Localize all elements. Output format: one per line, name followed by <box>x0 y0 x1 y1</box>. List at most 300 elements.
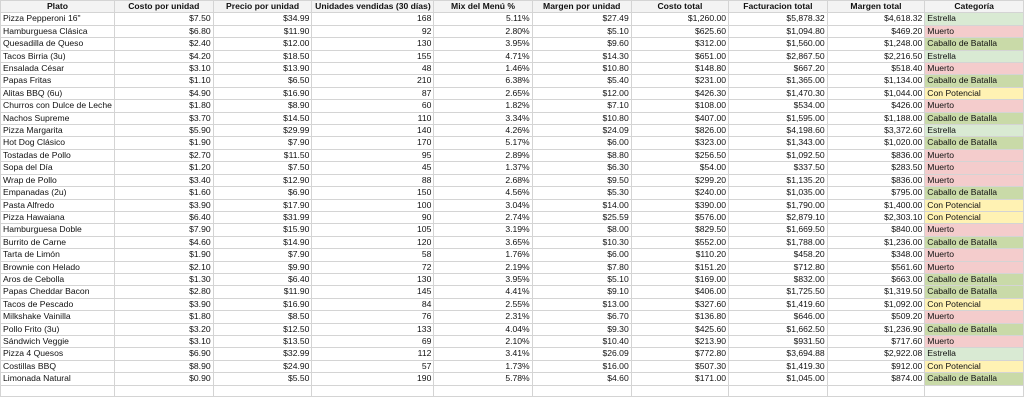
header-categoria[interactable]: Categoría <box>925 1 1024 13</box>
cell-plato[interactable]: Papas Cheddar Bacon <box>1 286 115 298</box>
cell-precio-unidad[interactable]: $6.50 <box>213 75 312 87</box>
cell-categoria[interactable]: Caballo de Batalla <box>925 137 1024 149</box>
cell-categoria[interactable]: Caballo de Batalla <box>925 286 1024 298</box>
cell-precio-unidad[interactable]: $6.40 <box>213 273 312 285</box>
cell-costo-unidad[interactable]: $1.90 <box>114 137 213 149</box>
cell-costo-total[interactable]: $312.00 <box>631 38 728 50</box>
cell-unidades-vendidas[interactable]: 76 <box>312 311 434 323</box>
cell-costo-total[interactable]: $240.00 <box>631 187 728 199</box>
cell-margen-unidad[interactable]: $25.59 <box>532 211 631 223</box>
cell-categoria[interactable]: Muerto <box>925 63 1024 75</box>
cell-plato[interactable]: Pizza Margarita <box>1 125 115 137</box>
cell-precio-unidad[interactable]: $14.50 <box>213 112 312 124</box>
empty-cell[interactable] <box>827 385 925 396</box>
cell-mix-menu[interactable]: 3.41% <box>434 348 532 360</box>
cell-mix-menu[interactable]: 6.38% <box>434 75 532 87</box>
cell-facturacion-total[interactable]: $1,790.00 <box>729 199 828 211</box>
cell-costo-total[interactable]: $323.00 <box>631 137 728 149</box>
cell-plato[interactable]: Pizza Hawaiana <box>1 211 115 223</box>
cell-mix-menu[interactable]: 2.10% <box>434 335 532 347</box>
cell-categoria[interactable]: Con Potencial <box>925 360 1024 372</box>
cell-plato[interactable]: Alitas BBQ (6u) <box>1 87 115 99</box>
cell-costo-total[interactable]: $829.50 <box>631 224 728 236</box>
cell-plato[interactable]: Pizza Pepperoni 16" <box>1 13 115 25</box>
cell-facturacion-total[interactable]: $1,662.50 <box>729 323 828 335</box>
cell-margen-total[interactable]: $518.40 <box>827 63 925 75</box>
cell-categoria[interactable]: Estrella <box>925 13 1024 25</box>
cell-unidades-vendidas[interactable]: 95 <box>312 149 434 161</box>
cell-plato[interactable]: Hamburguesa Doble <box>1 224 115 236</box>
cell-facturacion-total[interactable]: $712.80 <box>729 261 828 273</box>
cell-margen-total[interactable]: $795.00 <box>827 187 925 199</box>
cell-margen-total[interactable]: $426.00 <box>827 100 925 112</box>
cell-costo-total[interactable]: $651.00 <box>631 50 728 62</box>
cell-plato[interactable]: Burrito de Carne <box>1 236 115 248</box>
cell-plato[interactable]: Sándwich Veggie <box>1 335 115 347</box>
cell-precio-unidad[interactable]: $17.90 <box>213 199 312 211</box>
cell-costo-total[interactable]: $151.20 <box>631 261 728 273</box>
cell-categoria[interactable]: Estrella <box>925 348 1024 360</box>
cell-margen-unidad[interactable]: $6.00 <box>532 249 631 261</box>
cell-costo-total[interactable]: $54.00 <box>631 162 728 174</box>
cell-unidades-vendidas[interactable]: 140 <box>312 125 434 137</box>
cell-categoria[interactable]: Muerto <box>925 25 1024 37</box>
cell-costo-unidad[interactable]: $3.90 <box>114 199 213 211</box>
cell-precio-unidad[interactable]: $8.50 <box>213 311 312 323</box>
cell-mix-menu[interactable]: 1.37% <box>434 162 532 174</box>
cell-costo-unidad[interactable]: $2.40 <box>114 38 213 50</box>
cell-costo-unidad[interactable]: $1.90 <box>114 249 213 261</box>
cell-mix-menu[interactable]: 4.71% <box>434 50 532 62</box>
cell-costo-total[interactable]: $407.00 <box>631 112 728 124</box>
cell-margen-unidad[interactable]: $9.60 <box>532 38 631 50</box>
cell-precio-unidad[interactable]: $13.90 <box>213 63 312 75</box>
cell-margen-total[interactable]: $1,236.00 <box>827 236 925 248</box>
cell-unidades-vendidas[interactable]: 48 <box>312 63 434 75</box>
cell-categoria[interactable]: Muerto <box>925 149 1024 161</box>
cell-margen-unidad[interactable]: $8.00 <box>532 224 631 236</box>
cell-margen-unidad[interactable]: $5.10 <box>532 25 631 37</box>
cell-plato[interactable]: Tacos de Pescado <box>1 298 115 310</box>
cell-unidades-vendidas[interactable]: 92 <box>312 25 434 37</box>
cell-mix-menu[interactable]: 4.04% <box>434 323 532 335</box>
cell-unidades-vendidas[interactable]: 145 <box>312 286 434 298</box>
cell-margen-unidad[interactable]: $10.80 <box>532 63 631 75</box>
empty-cell[interactable] <box>213 385 312 396</box>
cell-unidades-vendidas[interactable]: 90 <box>312 211 434 223</box>
cell-costo-total[interactable]: $426.30 <box>631 87 728 99</box>
cell-plato[interactable]: Quesadilla de Queso <box>1 38 115 50</box>
cell-margen-total[interactable]: $469.20 <box>827 25 925 37</box>
cell-categoria[interactable]: Caballo de Batalla <box>925 373 1024 385</box>
cell-costo-unidad[interactable]: $2.10 <box>114 261 213 273</box>
cell-costo-total[interactable]: $169.00 <box>631 273 728 285</box>
cell-categoria[interactable]: Muerto <box>925 162 1024 174</box>
cell-costo-total[interactable]: $552.00 <box>631 236 728 248</box>
cell-mix-menu[interactable]: 5.17% <box>434 137 532 149</box>
cell-margen-unidad[interactable]: $13.00 <box>532 298 631 310</box>
cell-margen-unidad[interactable]: $24.09 <box>532 125 631 137</box>
cell-costo-total[interactable]: $1,260.00 <box>631 13 728 25</box>
cell-costo-unidad[interactable]: $4.60 <box>114 236 213 248</box>
cell-precio-unidad[interactable]: $12.90 <box>213 174 312 186</box>
cell-plato[interactable]: Wrap de Pollo <box>1 174 115 186</box>
cell-costo-unidad[interactable]: $3.70 <box>114 112 213 124</box>
cell-costo-unidad[interactable]: $2.70 <box>114 149 213 161</box>
cell-mix-menu[interactable]: 1.76% <box>434 249 532 261</box>
cell-mix-menu[interactable]: 2.31% <box>434 311 532 323</box>
cell-margen-total[interactable]: $1,020.00 <box>827 137 925 149</box>
empty-cell[interactable] <box>114 385 213 396</box>
cell-mix-menu[interactable]: 2.74% <box>434 211 532 223</box>
cell-mix-menu[interactable]: 4.26% <box>434 125 532 137</box>
cell-costo-unidad[interactable]: $5.90 <box>114 125 213 137</box>
cell-mix-menu[interactable]: 2.68% <box>434 174 532 186</box>
cell-precio-unidad[interactable]: $11.90 <box>213 286 312 298</box>
cell-costo-total[interactable]: $148.80 <box>631 63 728 75</box>
cell-costo-unidad[interactable]: $1.10 <box>114 75 213 87</box>
cell-precio-unidad[interactable]: $9.90 <box>213 261 312 273</box>
cell-costo-total[interactable]: $213.90 <box>631 335 728 347</box>
cell-facturacion-total[interactable]: $3,694.88 <box>729 348 828 360</box>
cell-precio-unidad[interactable]: $16.90 <box>213 298 312 310</box>
cell-margen-total[interactable]: $836.00 <box>827 149 925 161</box>
cell-costo-unidad[interactable]: $1.80 <box>114 311 213 323</box>
cell-costo-total[interactable]: $256.50 <box>631 149 728 161</box>
cell-precio-unidad[interactable]: $18.50 <box>213 50 312 62</box>
cell-facturacion-total[interactable]: $534.00 <box>729 100 828 112</box>
cell-mix-menu[interactable]: 3.95% <box>434 38 532 50</box>
cell-costo-total[interactable]: $826.00 <box>631 125 728 137</box>
cell-facturacion-total[interactable]: $1,595.00 <box>729 112 828 124</box>
cell-categoria[interactable]: Caballo de Batalla <box>925 187 1024 199</box>
cell-margen-total[interactable]: $912.00 <box>827 360 925 372</box>
cell-margen-total[interactable]: $1,134.00 <box>827 75 925 87</box>
cell-margen-unidad[interactable]: $14.30 <box>532 50 631 62</box>
cell-unidades-vendidas[interactable]: 120 <box>312 236 434 248</box>
cell-unidades-vendidas[interactable]: 130 <box>312 273 434 285</box>
cell-unidades-vendidas[interactable]: 130 <box>312 38 434 50</box>
cell-unidades-vendidas[interactable]: 69 <box>312 335 434 347</box>
cell-mix-menu[interactable]: 1.82% <box>434 100 532 112</box>
cell-mix-menu[interactable]: 2.19% <box>434 261 532 273</box>
cell-facturacion-total[interactable]: $1,788.00 <box>729 236 828 248</box>
header-plato[interactable]: Plato <box>1 1 115 13</box>
empty-cell[interactable] <box>312 385 434 396</box>
cell-margen-total[interactable]: $509.20 <box>827 311 925 323</box>
cell-margen-total[interactable]: $2,303.10 <box>827 211 925 223</box>
cell-facturacion-total[interactable]: $1,725.50 <box>729 286 828 298</box>
cell-mix-menu[interactable]: 2.80% <box>434 25 532 37</box>
cell-costo-total[interactable]: $110.20 <box>631 249 728 261</box>
cell-mix-menu[interactable]: 1.46% <box>434 63 532 75</box>
cell-unidades-vendidas[interactable]: 110 <box>312 112 434 124</box>
cell-precio-unidad[interactable]: $7.50 <box>213 162 312 174</box>
cell-margen-unidad[interactable]: $9.30 <box>532 323 631 335</box>
cell-categoria[interactable]: Muerto <box>925 100 1024 112</box>
cell-margen-unidad[interactable]: $6.00 <box>532 137 631 149</box>
cell-precio-unidad[interactable]: $8.90 <box>213 100 312 112</box>
cell-unidades-vendidas[interactable]: 168 <box>312 13 434 25</box>
cell-margen-total[interactable]: $1,044.00 <box>827 87 925 99</box>
cell-plato[interactable]: Milkshake Vainilla <box>1 311 115 323</box>
cell-costo-total[interactable]: $507.30 <box>631 360 728 372</box>
cell-margen-unidad[interactable]: $6.70 <box>532 311 631 323</box>
cell-margen-total[interactable]: $2,922.08 <box>827 348 925 360</box>
cell-costo-total[interactable]: $171.00 <box>631 373 728 385</box>
cell-categoria[interactable]: Muerto <box>925 335 1024 347</box>
cell-mix-menu[interactable]: 1.73% <box>434 360 532 372</box>
cell-plato[interactable]: Sopa del Día <box>1 162 115 174</box>
cell-precio-unidad[interactable]: $16.90 <box>213 87 312 99</box>
cell-margen-unidad[interactable]: $4.60 <box>532 373 631 385</box>
cell-facturacion-total[interactable]: $1,470.30 <box>729 87 828 99</box>
cell-categoria[interactable]: Muerto <box>925 174 1024 186</box>
header-unidades-vendidas[interactable]: Unidades vendidas (30 días) <box>312 1 434 13</box>
empty-cell[interactable] <box>1 385 115 396</box>
cell-margen-total[interactable]: $874.00 <box>827 373 925 385</box>
cell-costo-unidad[interactable]: $3.20 <box>114 323 213 335</box>
cell-costo-unidad[interactable]: $2.80 <box>114 286 213 298</box>
cell-facturacion-total[interactable]: $1,560.00 <box>729 38 828 50</box>
cell-plato[interactable]: Hamburguesa Clásica <box>1 25 115 37</box>
cell-costo-total[interactable]: $625.60 <box>631 25 728 37</box>
cell-precio-unidad[interactable]: $14.90 <box>213 236 312 248</box>
cell-facturacion-total[interactable]: $1,419.60 <box>729 298 828 310</box>
cell-unidades-vendidas[interactable]: 155 <box>312 50 434 62</box>
cell-mix-menu[interactable]: 3.95% <box>434 273 532 285</box>
cell-categoria[interactable]: Muerto <box>925 249 1024 261</box>
cell-facturacion-total[interactable]: $832.00 <box>729 273 828 285</box>
cell-facturacion-total[interactable]: $1,365.00 <box>729 75 828 87</box>
cell-facturacion-total[interactable]: $4,198.60 <box>729 125 828 137</box>
cell-mix-menu[interactable]: 4.56% <box>434 187 532 199</box>
cell-costo-unidad[interactable]: $7.50 <box>114 13 213 25</box>
cell-margen-unidad[interactable]: $5.10 <box>532 273 631 285</box>
cell-categoria[interactable]: Estrella <box>925 50 1024 62</box>
cell-precio-unidad[interactable]: $32.99 <box>213 348 312 360</box>
cell-margen-total[interactable]: $717.60 <box>827 335 925 347</box>
cell-facturacion-total[interactable]: $1,135.20 <box>729 174 828 186</box>
cell-costo-unidad[interactable]: $1.80 <box>114 100 213 112</box>
cell-plato[interactable]: Papas Fritas <box>1 75 115 87</box>
cell-margen-total[interactable]: $1,092.00 <box>827 298 925 310</box>
cell-unidades-vendidas[interactable]: 72 <box>312 261 434 273</box>
cell-facturacion-total[interactable]: $1,669.50 <box>729 224 828 236</box>
cell-categoria[interactable]: Muerto <box>925 311 1024 323</box>
cell-categoria[interactable]: Caballo de Batalla <box>925 273 1024 285</box>
cell-mix-menu[interactable]: 4.41% <box>434 286 532 298</box>
cell-margen-total[interactable]: $1,400.00 <box>827 199 925 211</box>
cell-costo-unidad[interactable]: $4.20 <box>114 50 213 62</box>
cell-costo-unidad[interactable]: $1.60 <box>114 187 213 199</box>
header-mix-menu[interactable]: Mix del Menú % <box>434 1 532 13</box>
cell-unidades-vendidas[interactable]: 88 <box>312 174 434 186</box>
cell-costo-total[interactable]: $576.00 <box>631 211 728 223</box>
cell-plato[interactable]: Limonada Natural <box>1 373 115 385</box>
cell-precio-unidad[interactable]: $31.99 <box>213 211 312 223</box>
cell-plato[interactable]: Tostadas de Pollo <box>1 149 115 161</box>
cell-mix-menu[interactable]: 2.89% <box>434 149 532 161</box>
header-margen-unidad[interactable]: Margen por unidad <box>532 1 631 13</box>
cell-unidades-vendidas[interactable]: 190 <box>312 373 434 385</box>
cell-precio-unidad[interactable]: $12.00 <box>213 38 312 50</box>
cell-precio-unidad[interactable]: $12.50 <box>213 323 312 335</box>
header-costo-total[interactable]: Costo total <box>631 1 728 13</box>
cell-margen-unidad[interactable]: $16.00 <box>532 360 631 372</box>
cell-margen-total[interactable]: $1,319.50 <box>827 286 925 298</box>
cell-costo-total[interactable]: $231.00 <box>631 75 728 87</box>
cell-mix-menu[interactable]: 5.11% <box>434 13 532 25</box>
cell-categoria[interactable]: Con Potencial <box>925 199 1024 211</box>
cell-unidades-vendidas[interactable]: 58 <box>312 249 434 261</box>
cell-margen-unidad[interactable]: $8.80 <box>532 149 631 161</box>
cell-categoria[interactable]: Muerto <box>925 224 1024 236</box>
cell-mix-menu[interactable]: 3.04% <box>434 199 532 211</box>
cell-margen-unidad[interactable]: $7.10 <box>532 100 631 112</box>
header-precio-unidad[interactable]: Precio por unidad <box>213 1 312 13</box>
cell-plato[interactable]: Costillas BBQ <box>1 360 115 372</box>
cell-plato[interactable]: Pizza 4 Quesos <box>1 348 115 360</box>
cell-plato[interactable]: Pasta Alfredo <box>1 199 115 211</box>
cell-categoria[interactable]: Estrella <box>925 125 1024 137</box>
cell-unidades-vendidas[interactable]: 84 <box>312 298 434 310</box>
cell-margen-total[interactable]: $1,248.00 <box>827 38 925 50</box>
empty-cell[interactable] <box>729 385 828 396</box>
header-facturacion-total[interactable]: Facturacion total <box>729 1 828 13</box>
cell-unidades-vendidas[interactable]: 105 <box>312 224 434 236</box>
cell-facturacion-total[interactable]: $2,867.50 <box>729 50 828 62</box>
cell-facturacion-total[interactable]: $458.20 <box>729 249 828 261</box>
cell-facturacion-total[interactable]: $646.00 <box>729 311 828 323</box>
cell-mix-menu[interactable]: 2.65% <box>434 87 532 99</box>
cell-costo-unidad[interactable]: $1.20 <box>114 162 213 174</box>
empty-cell[interactable] <box>631 385 728 396</box>
cell-precio-unidad[interactable]: $29.99 <box>213 125 312 137</box>
cell-precio-unidad[interactable]: $7.90 <box>213 249 312 261</box>
cell-unidades-vendidas[interactable]: 60 <box>312 100 434 112</box>
cell-plato[interactable]: Aros de Cebolla <box>1 273 115 285</box>
cell-plato[interactable]: Tarta de Limón <box>1 249 115 261</box>
cell-mix-menu[interactable]: 3.34% <box>434 112 532 124</box>
cell-facturacion-total[interactable]: $2,879.10 <box>729 211 828 223</box>
cell-facturacion-total[interactable]: $1,092.50 <box>729 149 828 161</box>
cell-costo-total[interactable]: $299.20 <box>631 174 728 186</box>
cell-categoria[interactable]: Con Potencial <box>925 211 1024 223</box>
cell-facturacion-total[interactable]: $1,419.30 <box>729 360 828 372</box>
header-costo-unidad[interactable]: Costo por unidad <box>114 1 213 13</box>
cell-margen-unidad[interactable]: $27.49 <box>532 13 631 25</box>
cell-mix-menu[interactable]: 3.19% <box>434 224 532 236</box>
cell-margen-total[interactable]: $1,188.00 <box>827 112 925 124</box>
cell-margen-total[interactable]: $3,372.60 <box>827 125 925 137</box>
cell-facturacion-total[interactable]: $5,878.32 <box>729 13 828 25</box>
cell-categoria[interactable]: Con Potencial <box>925 87 1024 99</box>
cell-margen-unidad[interactable]: $10.30 <box>532 236 631 248</box>
cell-categoria[interactable]: Caballo de Batalla <box>925 112 1024 124</box>
cell-facturacion-total[interactable]: $1,094.80 <box>729 25 828 37</box>
cell-costo-unidad[interactable]: $3.10 <box>114 63 213 75</box>
cell-margen-total[interactable]: $561.60 <box>827 261 925 273</box>
cell-costo-unidad[interactable]: $6.90 <box>114 348 213 360</box>
cell-margen-total[interactable]: $836.00 <box>827 174 925 186</box>
cell-mix-menu[interactable]: 2.55% <box>434 298 532 310</box>
cell-costo-total[interactable]: $327.60 <box>631 298 728 310</box>
cell-precio-unidad[interactable]: $11.50 <box>213 149 312 161</box>
cell-mix-menu[interactable]: 5.78% <box>434 373 532 385</box>
cell-precio-unidad[interactable]: $34.99 <box>213 13 312 25</box>
cell-margen-unidad[interactable]: $6.30 <box>532 162 631 174</box>
cell-plato[interactable]: Brownie con Helado <box>1 261 115 273</box>
cell-margen-unidad[interactable]: $10.40 <box>532 335 631 347</box>
cell-costo-unidad[interactable]: $0.90 <box>114 373 213 385</box>
cell-plato[interactable]: Ensalada César <box>1 63 115 75</box>
cell-unidades-vendidas[interactable]: 133 <box>312 323 434 335</box>
cell-categoria[interactable]: Caballo de Batalla <box>925 236 1024 248</box>
cell-margen-unidad[interactable]: $9.10 <box>532 286 631 298</box>
cell-facturacion-total[interactable]: $1,045.00 <box>729 373 828 385</box>
cell-costo-total[interactable]: $425.60 <box>631 323 728 335</box>
cell-margen-total[interactable]: $283.50 <box>827 162 925 174</box>
cell-categoria[interactable]: Muerto <box>925 261 1024 273</box>
cell-costo-unidad[interactable]: $8.90 <box>114 360 213 372</box>
cell-precio-unidad[interactable]: $7.90 <box>213 137 312 149</box>
cell-facturacion-total[interactable]: $931.50 <box>729 335 828 347</box>
cell-margen-unidad[interactable]: $14.00 <box>532 199 631 211</box>
cell-unidades-vendidas[interactable]: 100 <box>312 199 434 211</box>
cell-precio-unidad[interactable]: $24.90 <box>213 360 312 372</box>
cell-costo-unidad[interactable]: $6.80 <box>114 25 213 37</box>
cell-costo-unidad[interactable]: $3.40 <box>114 174 213 186</box>
cell-margen-unidad[interactable]: $5.30 <box>532 187 631 199</box>
cell-plato[interactable]: Empanadas (2u) <box>1 187 115 199</box>
cell-precio-unidad[interactable]: $5.50 <box>213 373 312 385</box>
cell-plato[interactable]: Churros con Dulce de Leche <box>1 100 115 112</box>
cell-categoria[interactable]: Caballo de Batalla <box>925 75 1024 87</box>
cell-margen-total[interactable]: $1,236.90 <box>827 323 925 335</box>
cell-margen-unidad[interactable]: $26.09 <box>532 348 631 360</box>
cell-costo-unidad[interactable]: $1.30 <box>114 273 213 285</box>
cell-unidades-vendidas[interactable]: 112 <box>312 348 434 360</box>
cell-margen-unidad[interactable]: $7.80 <box>532 261 631 273</box>
cell-costo-total[interactable]: $108.00 <box>631 100 728 112</box>
cell-margen-total[interactable]: $4,618.32 <box>827 13 925 25</box>
cell-mix-menu[interactable]: 3.65% <box>434 236 532 248</box>
cell-costo-unidad[interactable]: $4.90 <box>114 87 213 99</box>
cell-costo-unidad[interactable]: $3.10 <box>114 335 213 347</box>
cell-margen-unidad[interactable]: $5.40 <box>532 75 631 87</box>
cell-margen-total[interactable]: $663.00 <box>827 273 925 285</box>
cell-costo-unidad[interactable]: $6.40 <box>114 211 213 223</box>
cell-unidades-vendidas[interactable]: 150 <box>312 187 434 199</box>
cell-precio-unidad[interactable]: $6.90 <box>213 187 312 199</box>
cell-margen-total[interactable]: $348.00 <box>827 249 925 261</box>
cell-costo-unidad[interactable]: $7.90 <box>114 224 213 236</box>
empty-cell[interactable] <box>532 385 631 396</box>
cell-plato[interactable]: Hot Dog Clásico <box>1 137 115 149</box>
cell-precio-unidad[interactable]: $13.50 <box>213 335 312 347</box>
cell-costo-total[interactable]: $406.00 <box>631 286 728 298</box>
cell-margen-total[interactable]: $840.00 <box>827 224 925 236</box>
cell-facturacion-total[interactable]: $1,343.00 <box>729 137 828 149</box>
cell-categoria[interactable]: Con Potencial <box>925 298 1024 310</box>
cell-facturacion-total[interactable]: $667.20 <box>729 63 828 75</box>
cell-costo-total[interactable]: $772.80 <box>631 348 728 360</box>
cell-margen-unidad[interactable]: $10.80 <box>532 112 631 124</box>
empty-cell[interactable] <box>925 385 1024 396</box>
cell-plato[interactable]: Tacos Birria (3u) <box>1 50 115 62</box>
cell-facturacion-total[interactable]: $1,035.00 <box>729 187 828 199</box>
